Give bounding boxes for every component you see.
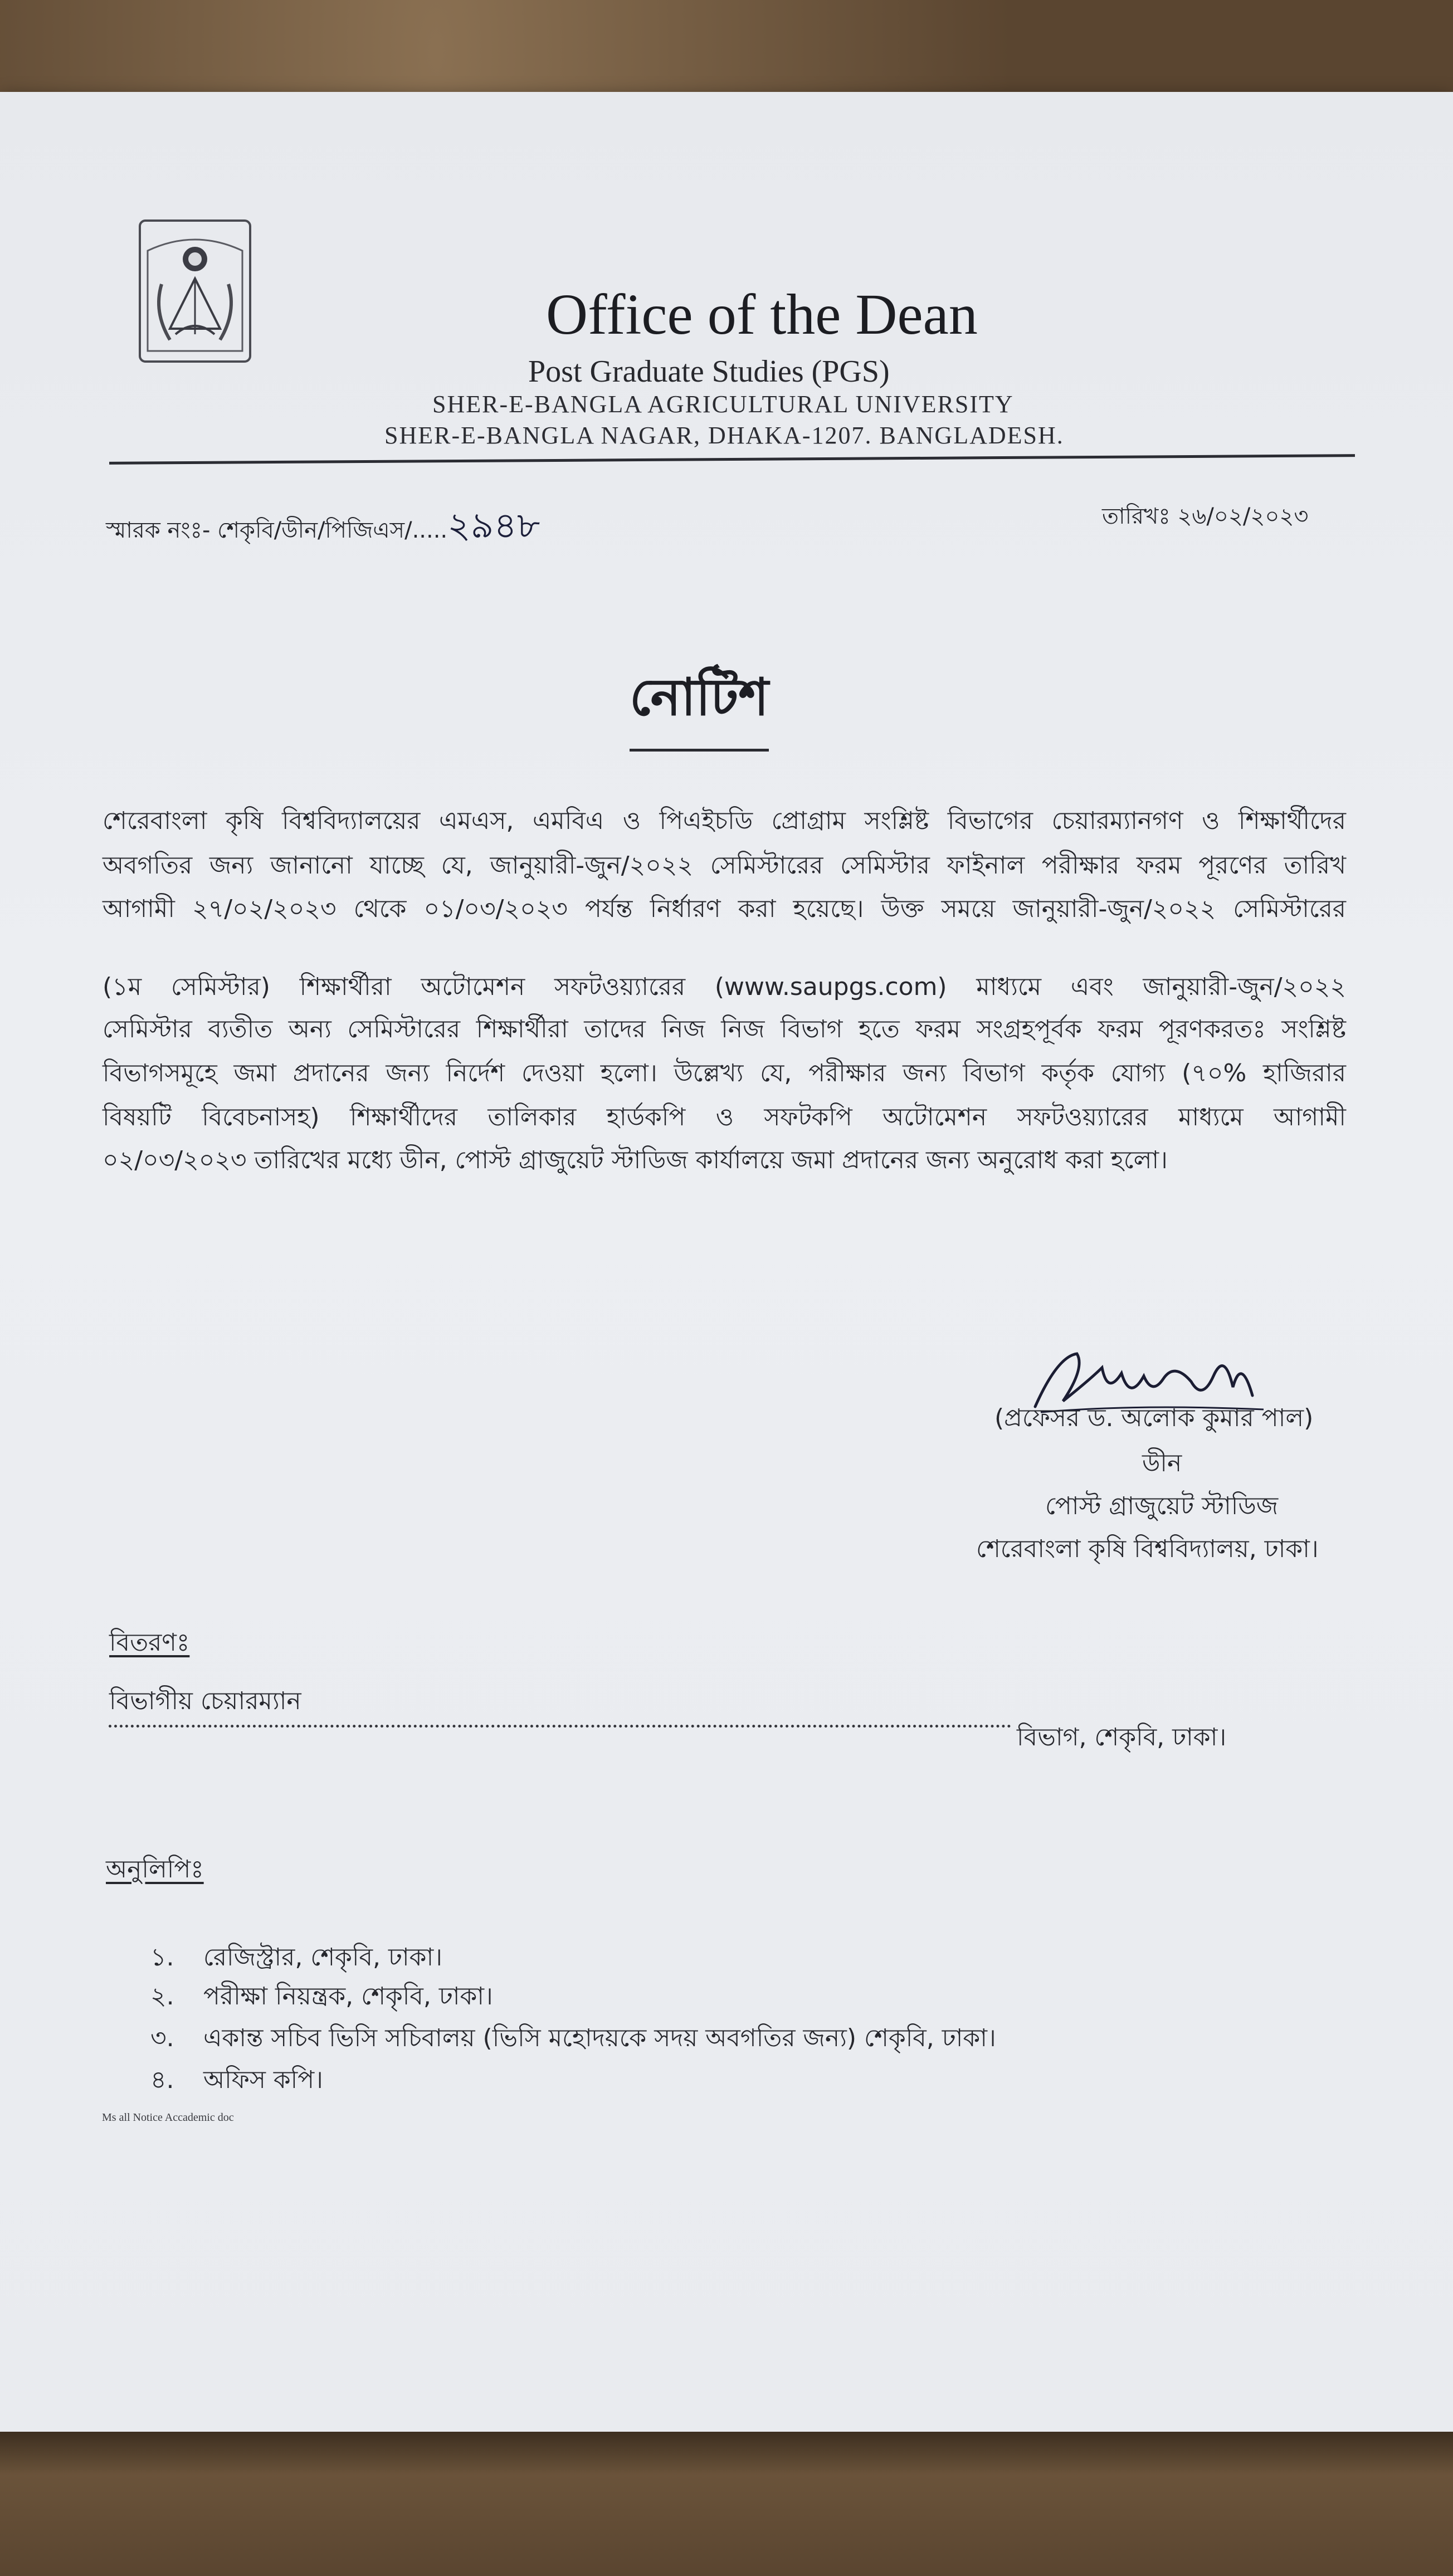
list-item-text: রেজিস্ট্রার, শেকৃবি, ঢাকা। xyxy=(203,1943,442,1972)
list-item xyxy=(150,2019,996,2060)
signatory-name: (প্রফেসর ড. অলোক কুমার পাল) xyxy=(994,1404,1314,1432)
department-suffix: বিভাগ, শেকৃবি, ঢাকা। xyxy=(1017,1723,1227,1752)
university-address: SHER-E-BANGLA NAGAR, DHAKA-1207. BANGLADESH. xyxy=(384,422,1064,449)
university-name: SHER-E-BANGLA AGRICULTURAL UNIVERSITY xyxy=(432,391,1014,418)
distribution-heading: বিতরণঃ xyxy=(109,1628,190,1657)
list-item-number: ৩. xyxy=(150,2024,174,2052)
signatory-university: শেরেবাংলা কৃষি বিশ্ববিদ্যালয়, ঢাকা। xyxy=(976,1535,1319,1563)
body-line-3: আগামী ২৭/০২/২০২৩ থেকে ০১/০৩/২০২৩ পর্যন্ত নির্ধারণ করা হয়েছে। উক্ত সময়ে জানুয়ারী-জুন/২০২২ সেমিস্টারের xyxy=(103,895,1346,923)
body-line-2: অবগতির জন্য জানানো যাচ্ছে যে, জানুয়ারী-জুন/২০২২ সেমিস্টারের সেমিস্টার ফাইনাল পরীক্ষার ফরম পূরণের তারিখ xyxy=(103,851,1346,880)
copies-heading: অনুলিপিঃ xyxy=(106,1855,204,1884)
memo-number: ২৯৪৮ xyxy=(447,505,540,547)
body-line-8: ০২/০৩/২০২৩ তারিখের মধ্যে ডীন, পোস্ট গ্রাজুয়েট স্টাডিজ কার্যালয়ে জমা প্রদানের জন্য অনুরোধ করা হলো। xyxy=(103,1146,1168,1174)
department-blank-line xyxy=(109,1725,1011,1728)
list-item-text: অফিস কপি। xyxy=(203,2066,323,2094)
body-line-1: শেরেবাংলা কৃষি বিশ্ববিদ্যালয়ের এমএস, এমবিএ ও পিএইচডি প্রোগ্রাম সংশ্লিষ্ট বিভাগের চেয়ারম্যানগণ ও শিক্ষার্থীদের xyxy=(103,807,1346,835)
list-item-number: ২. xyxy=(150,1982,174,2011)
memo-prefix: স্মারক নংঃ- শেকৃবি/ডীন/পিজিএস/..... xyxy=(106,518,448,543)
body-line-6: বিভাগসমূহে জমা প্রদানের জন্য নির্দেশ দেওয়া হলো। উল্লেখ্য যে, পরীক্ষার জন্য বিভাগ কর্তৃক যোগ্য (৭০% হাজিরার xyxy=(103,1059,1346,1087)
list-item xyxy=(150,1939,442,1979)
department-subtitle: Post Graduate Studies (PGS) xyxy=(528,354,890,389)
list-item xyxy=(150,1978,493,2018)
office-title: Office of the Dean xyxy=(546,282,978,347)
body-line-5: সেমিস্টার ব্যতীত অন্য সেমিস্টারের শিক্ষার্থীরা তাদের নিজ নিজ বিভাগ হতে ফরম সংগ্রহপূর্বক ফরম পূরণকরতঃ সংশ্লিষ্ট xyxy=(103,1015,1346,1043)
notice-heading: নোটিশ xyxy=(630,657,769,752)
list-item-text: পরীক্ষা নিয়ন্ত্রক, শেকৃবি, ঢাকা। xyxy=(203,1982,493,2011)
signatory-office: পোস্ট গ্রাজুয়েট স্টাডিজ xyxy=(1045,1492,1279,1520)
body-line-4: (১ম সেমিস্টার) শিক্ষার্থীরা অটোমেশন সফটওয়্যারের (www.saupgs.com) মাধ্যমে এবং জানুয়ারী-জুন/২০২২ xyxy=(103,973,1346,1001)
distribution-recipient: বিভাগীয় চেয়ারম্যান xyxy=(109,1687,301,1715)
file-path-note: Ms all Notice Accademic doc xyxy=(102,2111,234,2124)
notice-date: তারিখঃ ২৬/০২/২০২৩ xyxy=(1102,504,1309,529)
list-item-number: ১. xyxy=(150,1943,174,1972)
memo-reference xyxy=(106,499,540,558)
list-item xyxy=(150,2061,323,2102)
university-seal-logo xyxy=(136,217,253,365)
table-edge-bottom xyxy=(0,2432,1453,2576)
list-item-number: ৪. xyxy=(150,2066,174,2094)
body-line-7: বিষয়টি বিবেচনাসহ) শিক্ষার্থীদের তালিকার হার্ডকপি ও সফটকপি অটোমেশন সফটওয়্যারের মাধ্যমে আগামী xyxy=(103,1103,1346,1131)
signatory-designation: ডীন xyxy=(1142,1449,1182,1477)
list-item-text: একান্ত সচিব ভিসি সচিবালয় (ভিসি মহোদয়কে সদয় অবগতির জন্য) শেকৃবি, ঢাকা। xyxy=(203,2024,996,2052)
